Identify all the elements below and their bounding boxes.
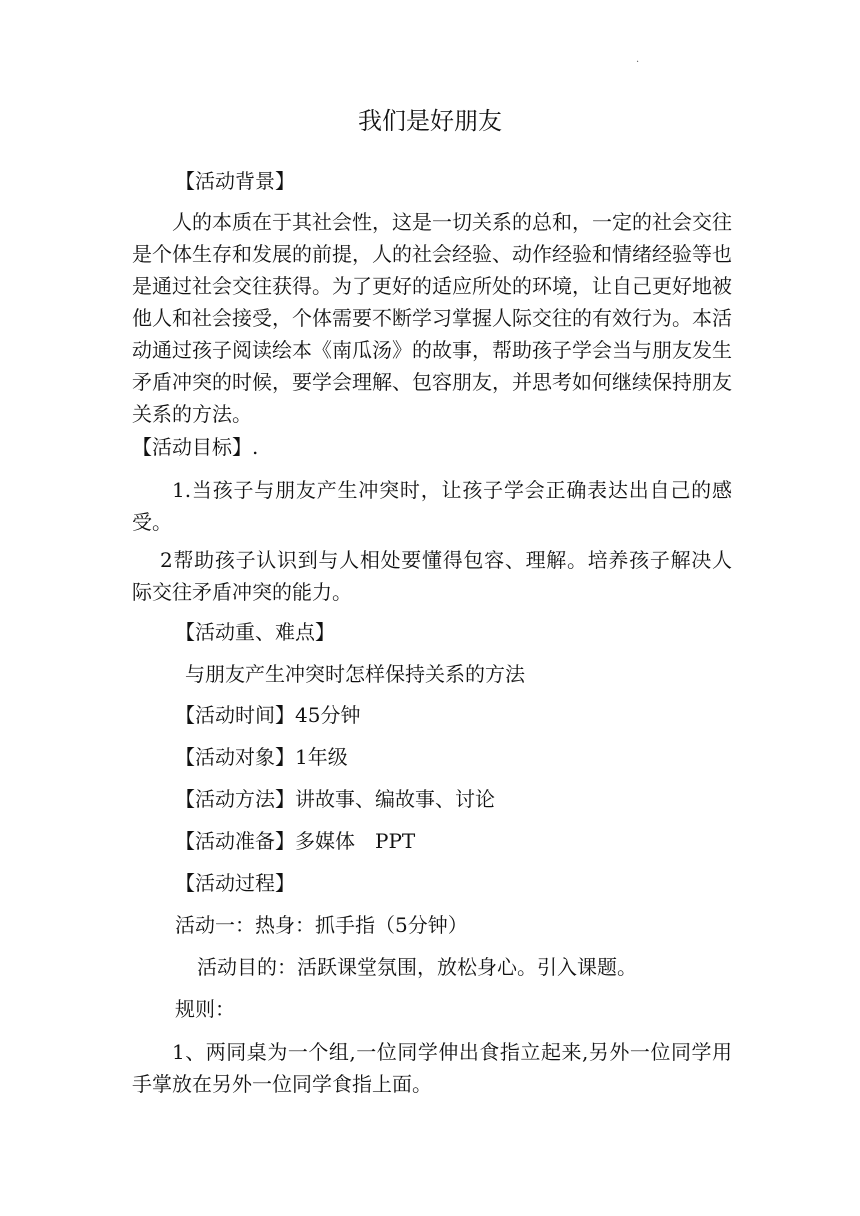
activity1-goal: 活动目的：活跃课堂氛围，放松身心。引入课题。 <box>197 955 637 979</box>
background-paragraph: 人的本质在于其社会性，这是一切关系的总和，一定的社会交往是个体生存和发展的前提，人的社会经验、动作经验和情绪经验等也是通过社会交往获得。为了更好的适应所处的环境，让自己更好地被他人和社会接受，个体需要不断学习掌握人际交往的有效行为。本活动通过孩子阅读绘本《南瓜汤》的故事，帮助孩子学会当与朋友发生矛盾冲突的时候，要学会理解、包容朋友，并思考如何继续保持朋友关系的方法。 <box>132 210 732 426</box>
activity1-title: 活动一：热身：抓手指（5分钟） <box>175 913 468 937</box>
focus-text: 与朋友产生冲突时怎样保持关系的方法 <box>185 662 525 686</box>
prep-line: 【活动准备】多媒体 PPT <box>175 829 416 853</box>
time-line: 【活动时间】45分钟 <box>175 703 361 727</box>
rule-item-1: 1、两同桌为一个组,一位同学伸出食指立起来,另外一位同学用手掌放在另外一位同学食指上面。 <box>132 1040 732 1096</box>
goals-heading: 【活动目标】. <box>132 435 259 459</box>
process-heading: 【活动过程】 <box>175 871 295 895</box>
corner-mark: · <box>636 57 640 68</box>
goal-item-1: 1.当孩子与朋友产生冲突时，让孩子学会正确表达出自己的感受。 <box>132 478 732 534</box>
target-line: 【活动对象】1年级 <box>175 745 348 769</box>
method-line: 【活动方法】讲故事、编故事、讨论 <box>175 787 495 811</box>
rules-heading: 规则： <box>175 997 235 1021</box>
goal-item-2: 2帮助孩子认识到与人相处要懂得包容、理解。培养孩子解决人际交往矛盾冲突的能力。 <box>132 548 732 604</box>
focus-heading: 【活动重、难点】 <box>175 620 335 644</box>
background-heading: 【活动背景】 <box>175 169 295 193</box>
document-title: 我们是好朋友 <box>358 107 502 135</box>
